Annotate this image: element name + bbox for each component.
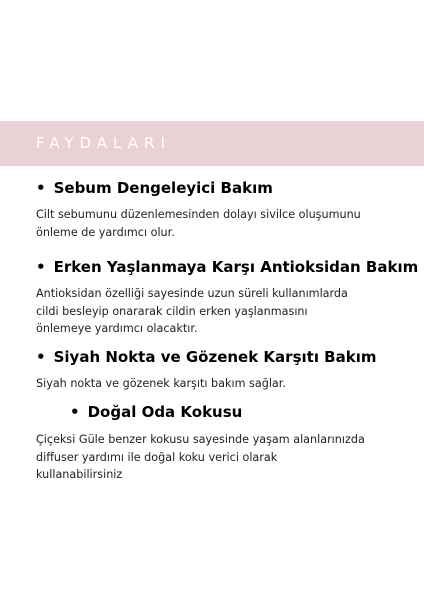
benefit-heading-antioxidant <box>36 257 418 277</box>
description-line: Antioksidan özelliği sayesinde uzun süreli kullanımlarda <box>36 287 348 300</box>
description-line: kullanabilirsiniz <box>36 468 123 481</box>
bullet-icon: • <box>36 258 46 276</box>
benefit-title: Erken Yaşlanmaya Karşı Antioksidan Bakım <box>53 258 419 276</box>
benefit-heading-blackhead <box>36 347 376 367</box>
benefit-heading-room-scent <box>70 402 242 422</box>
benefit-description <box>36 431 365 484</box>
description-line: önleme de yardımcı olur. <box>36 225 175 239</box>
description-line: Siyah nokta ve gözenek karşıtı bakım sağlar. <box>36 377 286 390</box>
description-line: önlemeye yardımcı olacaktır. <box>36 322 198 335</box>
description-line: Çiçeksi Güle benzer kokusu sayesinde yaşam alanlarınızda <box>36 433 365 446</box>
benefit-description <box>36 375 286 393</box>
benefit-description <box>36 285 348 338</box>
section-title: FAYDALARI <box>36 134 171 152</box>
benefit-description <box>36 206 361 241</box>
description-line: cildi besleyip onararak cildin erken yaşlanmasını <box>36 304 308 318</box>
bullet-icon: • <box>36 179 46 197</box>
benefit-title: Doğal Oda Kokusu <box>87 403 243 421</box>
bullet-icon: • <box>36 348 46 366</box>
benefit-title: Siyah Nokta ve Gözenek Karşıtı Bakım <box>53 348 377 366</box>
benefit-heading-sebum <box>36 178 273 198</box>
bullet-icon: • <box>70 403 80 421</box>
description-line: diffuser yardımı ile doğal koku verici olarak <box>36 450 278 464</box>
description-line: Cilt sebumunu düzenlemesinden dolayı sivilce oluşumunu <box>36 208 361 221</box>
benefit-title: Sebum Dengeleyici Bakım <box>53 179 273 197</box>
